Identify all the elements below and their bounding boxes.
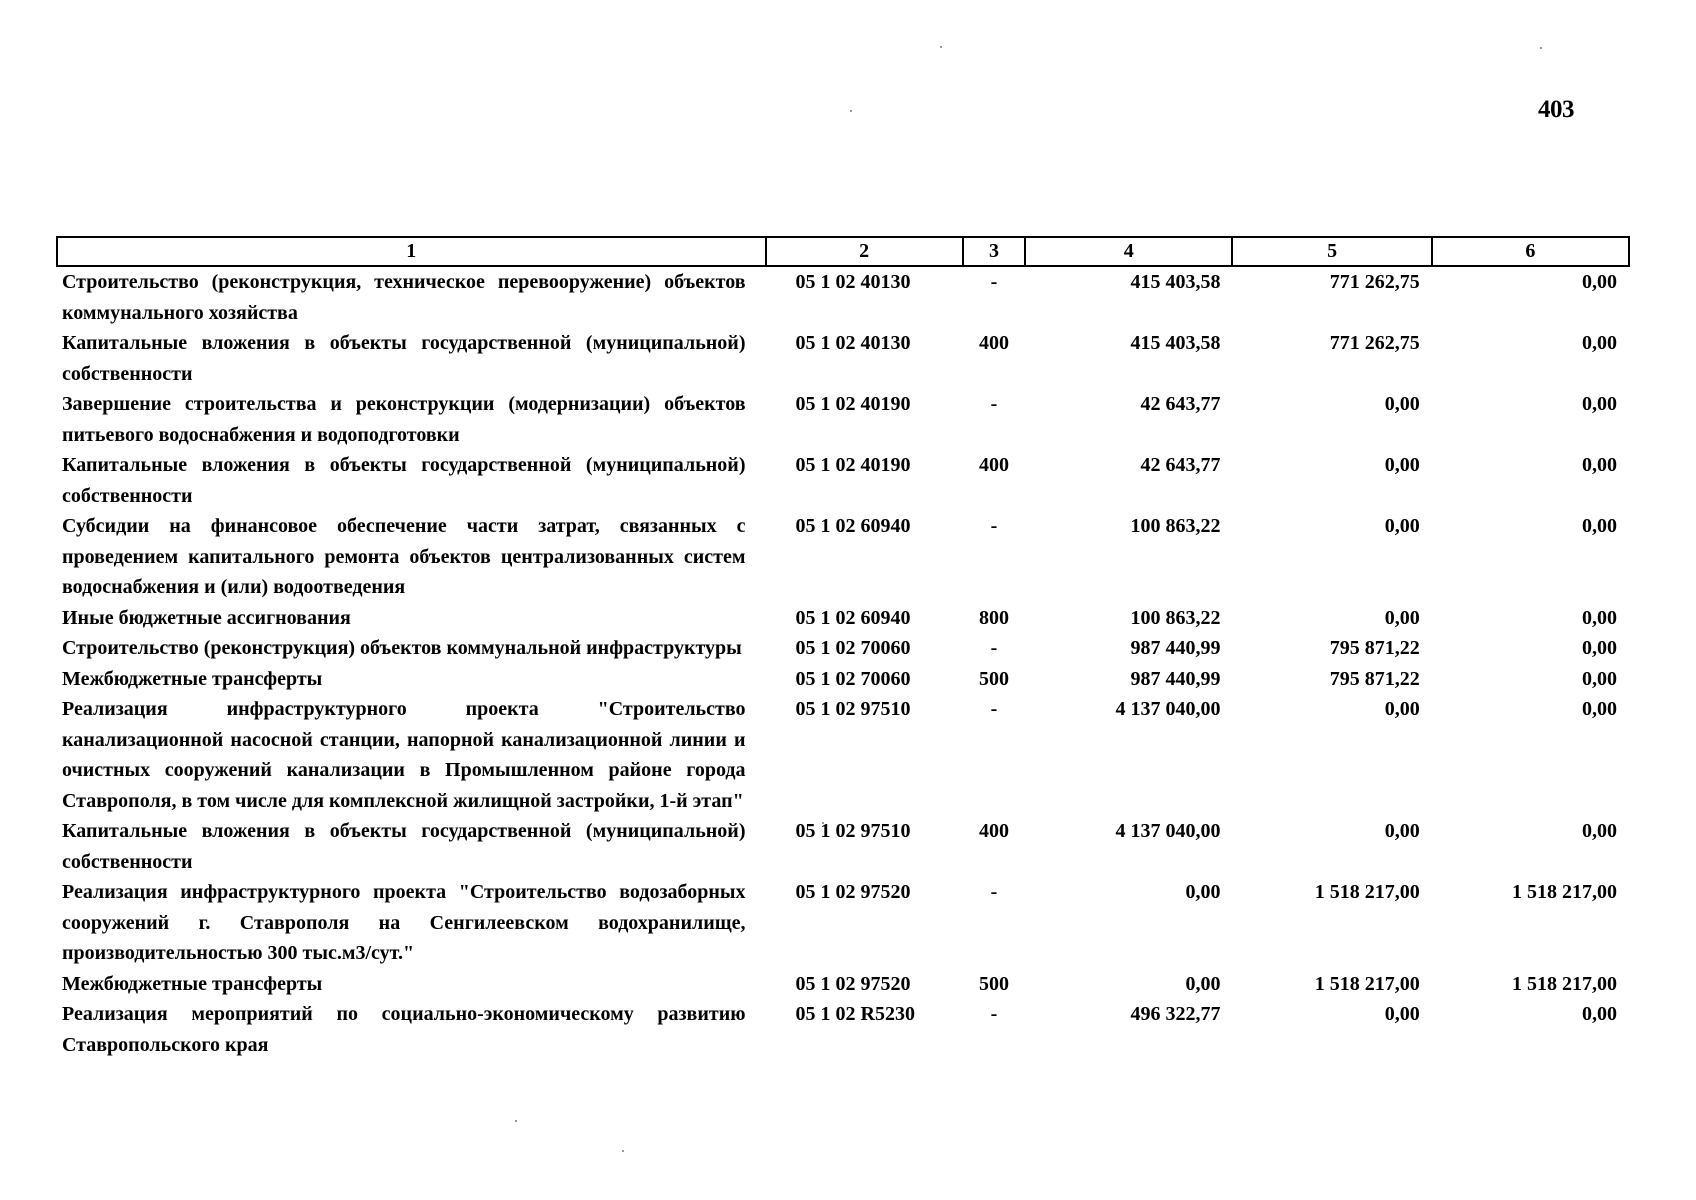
row-value-5: 795 871,22 <box>1329 667 1420 690</box>
row-code: 05 1 02 60940 <box>795 606 911 629</box>
row-type: 500 <box>978 667 1009 690</box>
row-value-6: 1 518 217,00 <box>1512 881 1617 903</box>
row-name: Субсидии на финансовое обеспечение части затрат, связанных с проведением капитального ремонта объектов централизованных систем водоснабжения и (или) водоотведения <box>62 515 746 598</box>
row-value-6: 0,00 <box>1582 698 1617 720</box>
row-value-5: 771 262,75 <box>1329 332 1420 354</box>
table-row <box>57 877 1629 969</box>
row-type: 400 <box>978 454 1009 476</box>
row-code: 05 1 02 40130 <box>795 332 911 354</box>
header-col-2: 2 <box>766 237 963 266</box>
row-type: 400 <box>978 820 1009 842</box>
table-row <box>57 511 1629 603</box>
table-row <box>57 450 1629 511</box>
scan-speck <box>940 46 942 48</box>
table-row <box>57 266 1629 328</box>
row-name: Реализация мероприятий по социально-экономическому развитию Ставропольского края <box>62 1003 746 1056</box>
row-value-4: 4 137 040,00 <box>1115 820 1221 842</box>
table-row <box>57 389 1629 450</box>
row-value-4: 0,00 <box>1185 972 1221 995</box>
table-header <box>57 237 1629 266</box>
row-value-6: 0,00 <box>1582 606 1617 629</box>
table-row <box>57 816 1629 877</box>
header-col-6: 6 <box>1432 237 1629 266</box>
row-code: 05 1 02 97510 <box>795 820 911 842</box>
row-name: Капитальные вложения в объекты государственной (муниципальной) собственности <box>62 820 746 873</box>
table-row <box>57 969 1629 1000</box>
row-name: Капитальные вложения в объекты государственной (муниципальной) собственности <box>62 332 746 385</box>
row-type: 800 <box>978 606 1009 629</box>
row-type: - <box>990 393 998 415</box>
row-name: Межбюджетные трансферты <box>62 972 323 995</box>
row-type: 500 <box>978 972 1009 995</box>
scan-speck <box>1540 47 1542 49</box>
row-value-6: 0,00 <box>1582 820 1617 842</box>
budget-table <box>56 236 1630 1060</box>
row-value-6: 0,00 <box>1582 515 1617 537</box>
row-code: 05 1 02 97520 <box>795 881 911 903</box>
row-value-5: 1 518 217,00 <box>1314 972 1420 995</box>
row-code: 05 1 02 40130 <box>795 271 911 293</box>
row-value-6: 0,00 <box>1582 454 1617 476</box>
header-col-1: 1 <box>57 237 766 266</box>
row-value-5: 1 518 217,00 <box>1314 881 1420 903</box>
header-row <box>57 237 1629 266</box>
row-value-5: 0,00 <box>1384 454 1420 476</box>
row-value-5: 771 262,75 <box>1329 271 1420 293</box>
row-value-4: 987 440,99 <box>1130 667 1221 690</box>
row-type: - <box>990 1003 998 1025</box>
row-code: 05 1 02 70060 <box>795 667 911 690</box>
header-col-4: 4 <box>1025 237 1232 266</box>
row-value-6: 0,00 <box>1582 393 1617 415</box>
row-value-4: 100 863,22 <box>1130 515 1221 537</box>
row-value-5: 0,00 <box>1384 820 1420 842</box>
row-name: Межбюджетные трансферты <box>62 667 323 690</box>
row-type: - <box>990 698 998 720</box>
table-row <box>57 328 1629 389</box>
row-value-6: 0,00 <box>1582 1003 1617 1025</box>
row-code: 05 1 02 97520 <box>795 972 911 995</box>
row-value-4: 415 403,58 <box>1130 271 1221 293</box>
row-name: Строительство (реконструкция) объектов коммунальной инфраструктуры <box>62 637 742 659</box>
row-value-4: 42 643,77 <box>1140 454 1221 476</box>
scan-speck <box>850 110 852 112</box>
row-name: Завершение строительства и реконструкции (модернизации) объектов питьевого водоснабжения и водоподготовки <box>62 393 746 446</box>
row-value-6: 0,00 <box>1582 332 1617 354</box>
row-code: 05 1 02 R5230 <box>795 1003 915 1025</box>
header-col-5: 5 <box>1232 237 1431 266</box>
row-type: 400 <box>978 332 1009 354</box>
row-name: Капитальные вложения в объекты государственной (муниципальной) собственности <box>62 454 746 507</box>
row-code: 05 1 02 40190 <box>795 393 911 415</box>
row-value-6: 0,00 <box>1582 667 1617 690</box>
table-row <box>57 603 1629 634</box>
row-value-4: 0,00 <box>1185 881 1221 903</box>
row-value-4: 987 440,99 <box>1130 637 1221 659</box>
row-value-5: 0,00 <box>1384 698 1420 720</box>
header-col-3: 3 <box>963 237 1025 266</box>
row-value-4: 100 863,22 <box>1130 606 1221 629</box>
table-row <box>57 694 1629 816</box>
row-code: 05 1 02 70060 <box>795 637 911 659</box>
row-name: Иные бюджетные ассигнования <box>62 606 351 629</box>
row-value-5: 0,00 <box>1384 1003 1420 1025</box>
row-value-6: 0,00 <box>1582 271 1617 293</box>
row-value-4: 4 137 040,00 <box>1115 698 1221 720</box>
table-body <box>57 266 1629 1060</box>
row-code: 05 1 02 40190 <box>795 454 911 476</box>
row-value-5: 0,00 <box>1384 393 1420 415</box>
row-value-4: 496 322,77 <box>1130 1003 1221 1025</box>
row-value-6: 1 518 217,00 <box>1512 972 1617 995</box>
scan-speck <box>622 1150 624 1152</box>
row-value-5: 0,00 <box>1384 515 1420 537</box>
page-number: 403 <box>1538 96 1574 123</box>
row-value-6: 0,00 <box>1582 637 1617 659</box>
row-type: - <box>990 637 998 659</box>
row-name: Строительство (реконструкция, техническое перевооружение) объектов коммунального хозяйства <box>62 271 746 324</box>
table-row <box>57 999 1629 1060</box>
row-code: 05 1 02 60940 <box>795 515 911 537</box>
row-type: - <box>990 881 998 903</box>
row-name: Реализация инфраструктурного проекта "Строительство канализационной насосной станции, напорной канализационной линии и очистных сооружений канализации в Промышленном районе города Ставрополя, в том числе для комплексной жилищной застройки, 1-й этап" <box>62 698 746 812</box>
row-value-5: 795 871,22 <box>1329 637 1420 659</box>
row-name: Реализация инфраструктурного проекта "Строительство водозаборных сооружений г. Ставрополя на Сенгилеевском водохранилище, производительностью 300 тыс.м3/сут." <box>62 881 746 964</box>
row-value-5: 0,00 <box>1384 606 1420 629</box>
row-value-4: 42 643,77 <box>1140 393 1221 415</box>
scan-speck <box>515 1120 517 1122</box>
row-type: - <box>990 515 998 537</box>
row-value-4: 415 403,58 <box>1130 332 1221 354</box>
row-type: - <box>990 271 998 293</box>
table-row <box>57 664 1629 695</box>
row-code: 05 1 02 97510 <box>795 698 911 720</box>
table-row <box>57 633 1629 664</box>
